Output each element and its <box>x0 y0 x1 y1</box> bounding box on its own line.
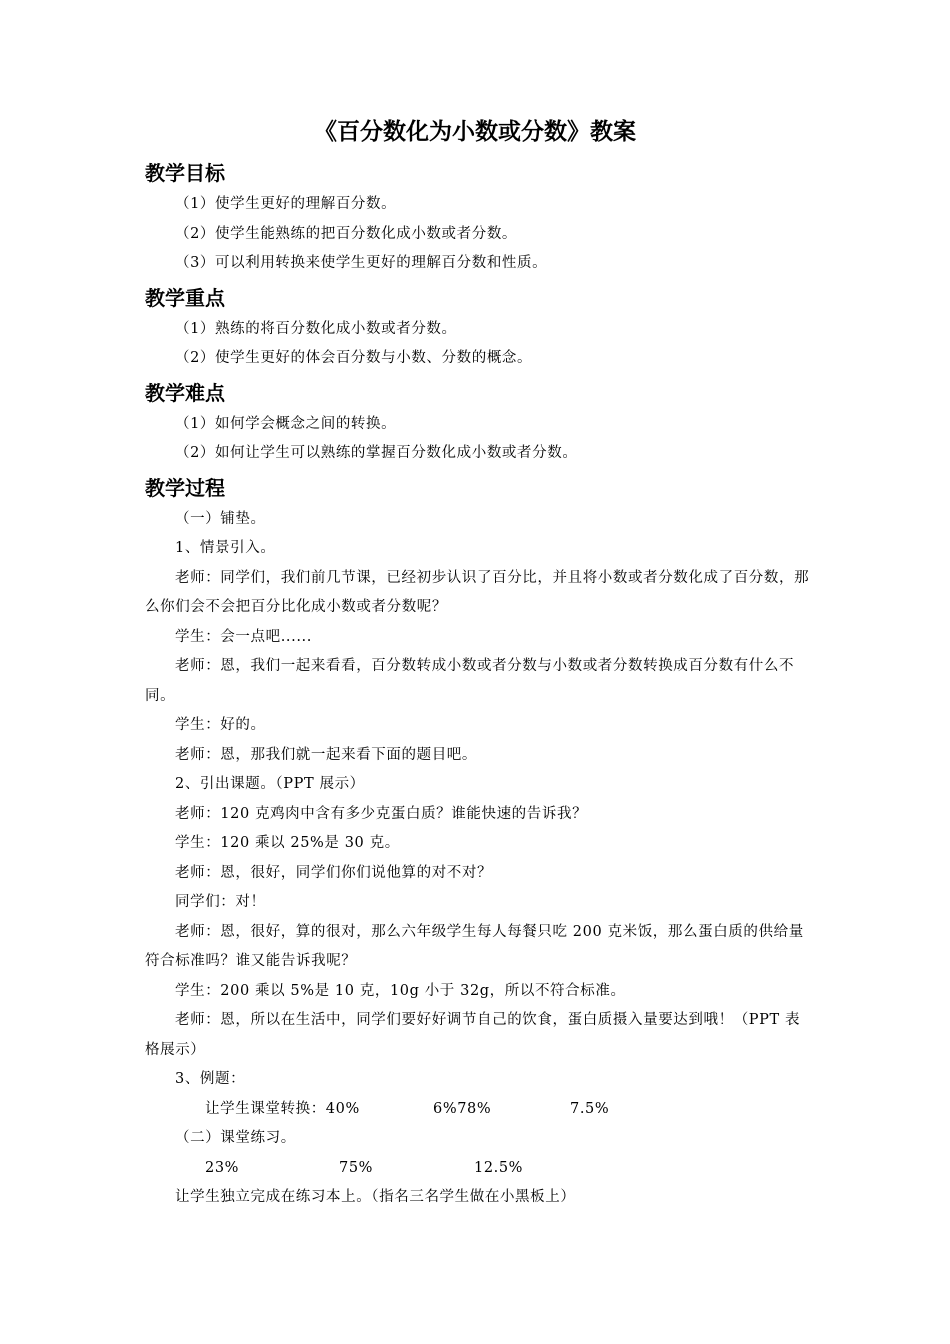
practice-value: 75% <box>339 1159 374 1176</box>
process-paragraph: 老师：恩，那我们就一起来看下面的题目吧。 <box>175 746 477 763</box>
process-paragraph: 学生：会一点吧...... <box>175 628 312 645</box>
document-title: 《百分数化为小数或分数》教案 <box>314 119 636 145</box>
closing-paragraph: 让学生独立完成在练习本上。（指名三名学生做在小黑板上） <box>175 1189 576 1205</box>
document-body <box>145 156 810 1213</box>
process-paragraph: 老师：恩，很好，同学们你们说他算的对不对？ <box>175 864 493 881</box>
practice-value: 23% <box>205 1159 240 1176</box>
key-point-item: （2）使学生更好的体会百分数与小数、分数的概念。 <box>175 350 533 366</box>
practice-value: 12.5% <box>474 1159 524 1176</box>
practice-row <box>145 1154 810 1184</box>
heading-key-points: 教学重点 <box>145 285 225 310</box>
practice-heading: （二）课堂练习。 <box>175 1130 296 1146</box>
heading-difficulties: 教学难点 <box>145 380 225 405</box>
key-point-item: （1）熟练的将百分数化成小数或者分数。 <box>175 320 457 337</box>
process-paragraph: 同学们：对！ <box>175 894 266 910</box>
process-paragraph: 2、引出课题。（PPT 展示） <box>175 776 365 792</box>
process-paragraph: 老师：恩，所以在生活中，同学们要好好调节自己的饮食，蛋白质摄入量要达到哦！（PPT 表格展示） <box>145 1012 801 1058</box>
example-lead: 让学生课堂转换：40% <box>205 1100 360 1117</box>
process-paragraph: 1、情景引入。 <box>175 540 276 556</box>
process-paragraph: 老师：同学们，我们前几节课，已经初步认识了百分比，并且将小数或者分数化成了百分数，那么你们会不会把百分比化成小数或者分数呢？ <box>145 569 810 615</box>
heading-process: 教学过程 <box>145 475 225 500</box>
process-paragraph: 老师：120 克鸡肉中含有多少克蛋白质？谁能快速的告诉我？ <box>175 805 588 822</box>
process-paragraph: 3、例题： <box>175 1071 246 1087</box>
example-value: 7.5% <box>570 1100 610 1117</box>
difficulty-item: （1）如何学会概念之间的转换。 <box>175 415 397 432</box>
process-paragraph: 学生：120 乘以 25%是 30 克。 <box>175 835 400 851</box>
objective-item: （1）使学生更好的理解百分数。 <box>175 196 397 212</box>
objective-item: （2）使学生能熟练的把百分数化成小数或者分数。 <box>175 225 518 242</box>
process-paragraph: （一）铺垫。 <box>175 510 266 527</box>
example-row <box>145 1095 810 1125</box>
process-paragraph: 学生：200 乘以 5%是 10 克，10g 小于 32g，所以不符合标准。 <box>175 982 626 999</box>
difficulty-item: （2）如何让学生可以熟练的掌握百分数化成小数或者分数。 <box>175 445 578 461</box>
example-value: 6%78% <box>433 1100 492 1117</box>
process-paragraph: 老师：恩，很好，算的很对，那么六年级学生每人每餐只吃 200 克米饭，那么蛋白质的供给量符合标准吗？谁又能告诉我呢？ <box>145 923 804 969</box>
heading-objectives: 教学目标 <box>145 161 225 185</box>
process-paragraph: 老师：恩，我们一起来看看，百分数转成小数或者分数与小数或者分数转换成百分数有什么不同。 <box>145 658 795 704</box>
process-paragraph: 学生：好的。 <box>175 717 266 733</box>
objective-item: （3）可以利用转换来使学生更好的理解百分数和性质。 <box>175 255 548 271</box>
